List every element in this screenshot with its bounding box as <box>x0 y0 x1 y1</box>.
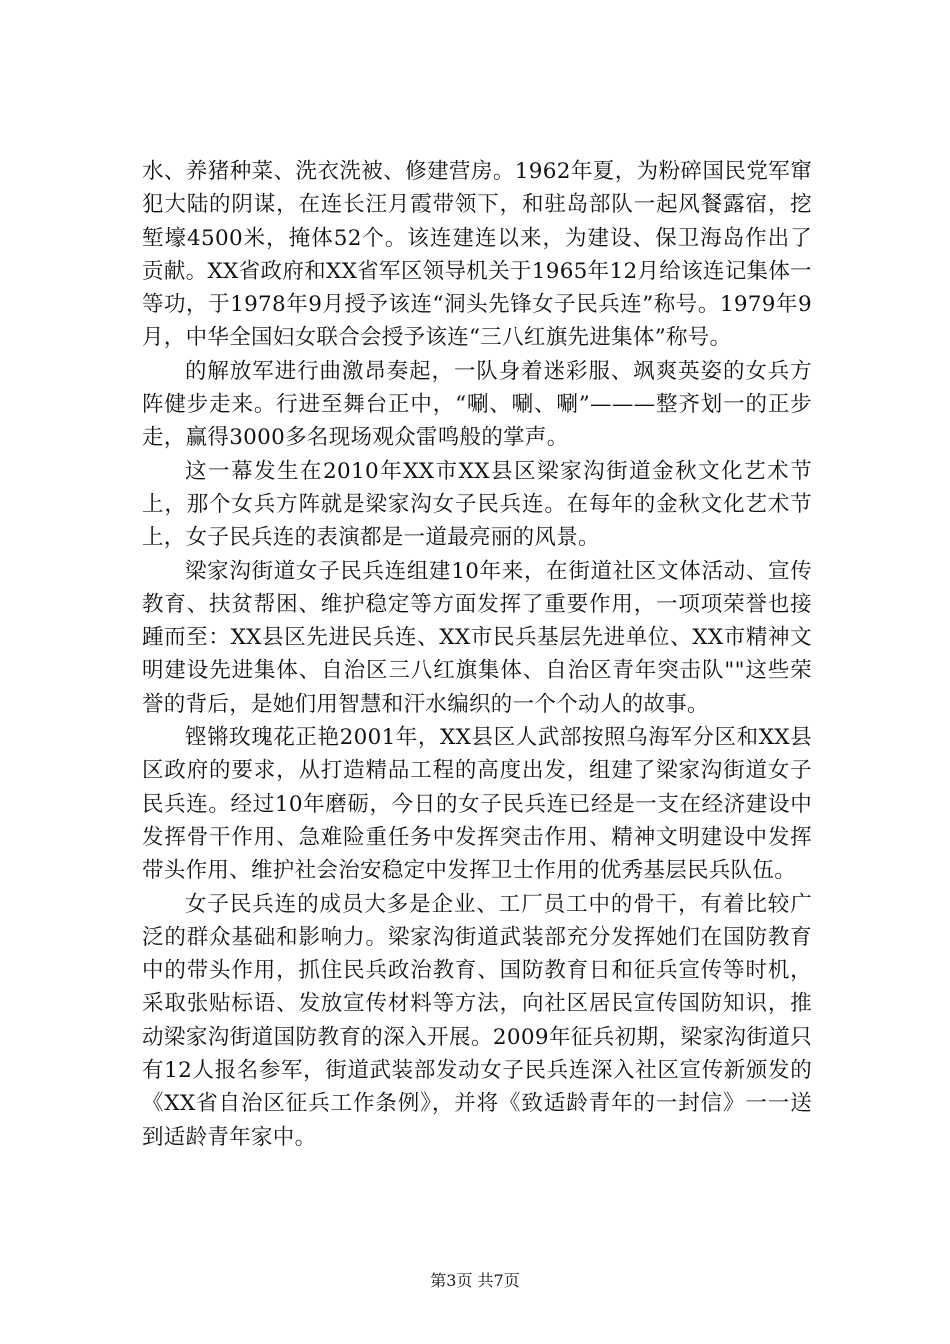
paragraph-continuation: 水、养猪种菜、洗衣洗被、修建营房。1962年夏，为粉碎国民党军窜犯大陆的阴谋，在连长汪月霞带领下，和驻岛部队一起风餐露宿，挖堑壕4500米，掩体52个。该连建连以来，为建设、保卫海岛作出了贡献。XX省政府和XX省军区领导机关于1965年12月给该连记集体一等功，于1978年9月授予该连“洞头先锋女子民兵连”称号。1979年9月，中华全国妇女联合会授予该连“三八红旗先进集体”称号。 <box>142 159 812 351</box>
paragraph-defense-education: 女子民兵连的成员大多是企业、工厂员工中的骨干，有着比较广泛的群众基础和影响力。梁家沟街道武装部充分发挥她们在国防教育中的带头作用，抓住民兵政治教育、国防教育日和征兵宣传等时机，采取张贴标语、发放宣传材料等方法，向社区居民宣传国防知识，推动梁家沟街道国防教育的深入开展。2009年征兵初期，梁家沟街道只有12人报名参军，街道武装部发动女子民兵连深入社区宣传新颁发的《XX省自治区征兵工作条例》，并将《致适龄青年的一封信》一一送到适龄青年家中。 <box>142 891 812 1150</box>
paragraph-honors: 梁家沟街道女子民兵连组建10年来，在街道社区文体活动、宣传教育、扶贫帮困、维护稳定等方面发挥了重要作用，一项项荣誉也接踵而至：XX县区先进民兵连、XX市民兵基层先进单位、XX市精神文明建设先进集体、自治区三八红旗集体、自治区青年突击队""这些荣誉的背后，是她们用智慧和汗水编织的一个个动人的故事。 <box>142 558 812 717</box>
paragraph-festival: 这一幕发生在2010年XX市XX县区梁家沟街道金秋文化艺术节上，那个女兵方阵就是梁家沟女子民兵连。在每年的金秋文化艺术节上，女子民兵连的表演都是一道最亮丽的风景。 <box>142 458 812 551</box>
paragraph-founding: 铿锵玫瑰花正艳2001年，XX县区人武部按照乌海军分区和XX县区政府的要求，从打造精品工程的高度出发，组建了梁家沟街道女子民兵连。经过10年磨砺，今日的女子民兵连已经是一支在经济建设中发挥骨干作用、急难险重任务中发挥突击作用、精神文明建设中发挥带头作用、维护社会治安稳定中发挥卫士作用的优秀基层民兵队伍。 <box>142 725 812 884</box>
document-body <box>142 155 812 1154</box>
page-number-label: 第3页 共7页 <box>430 1271 520 1290</box>
paragraph-parade: 的解放军进行曲激昂奏起，一队身着迷彩服、飒爽英姿的女兵方阵健步走来。行进至舞台正中，“唰、唰、唰”———整齐划一的正步走，赢得3000多名现场观众雷鸣般的掌声。 <box>142 358 812 451</box>
page-footer <box>0 1271 950 1291</box>
